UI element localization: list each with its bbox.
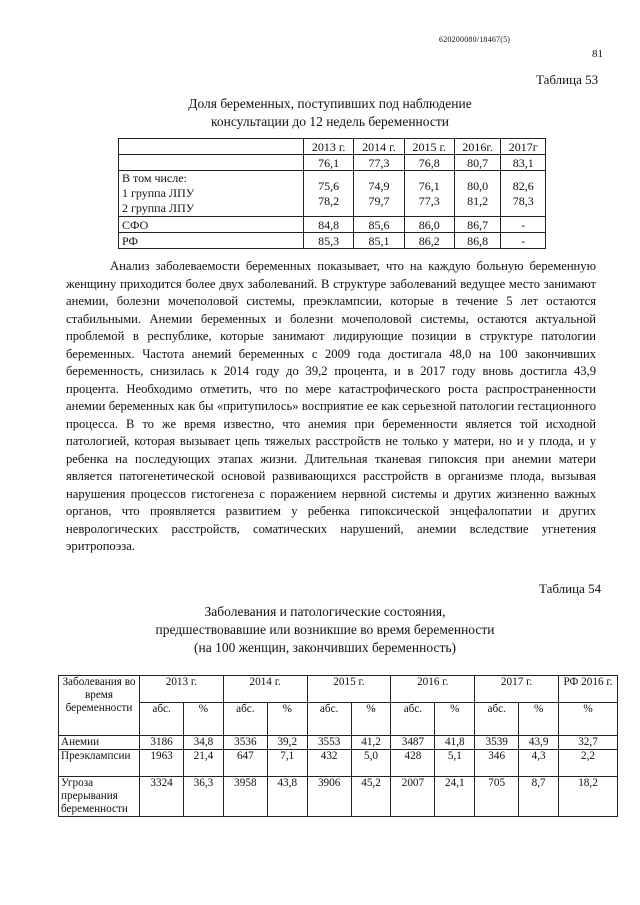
year-header: 2014 г.	[354, 139, 404, 155]
table-53-caption: Таблица 53	[536, 72, 599, 87]
paragraph-text: Анализ заболеваемости беременных показывает, что на каждую больную беременную женщину приходится более двух заболеваний. В структуре заболеваний ведущее место занимают анемии, болезни мочеполовой системы, преэклампсии, которые в течение 5 лет остаются стабильными. Анемии беременных и болезни мочеполовой системы, остаются актуальной проблемой в республике, которые занимают лидирующие позиции в структуре патологии беременных. Частота анемий беременных с 2009 года достигала 48,0 на 100 закончивших беременность, снизилась к 2014 году до 39,2 процента, и в 2017 году вновь достигла 43,9 процента. Необходимо отметить, что по мере катастрофического роста распространенности анемии беременных как бы «притупилось» восприятие ее как серьезной патологии гестационного процесса. В то же время известно, что анемия при беременности является той исходной патологией, которая вызывает цепь тяжелых расстройств не только у матери, но и у плода, и у ребенка на последующих этапах жизни. Длительная тканевая гипоксия при анемии матери является патогенетической основой развивающихся расстройств в организме плода, вызывая нарушения процессов гистогенеза с поражением нервной системы и других жизненно важных органов, что проявляется развитием у ребенка гипоксической энцефалопатии и других неврологических расстройств, соматических нарушений, анемии вследствие угнетения эритропоэза.	[66, 259, 596, 553]
table-cell: 84,8	[304, 217, 354, 233]
table-cell: 45,2	[351, 777, 391, 817]
table-cell	[119, 139, 304, 155]
table-row	[119, 171, 546, 217]
abs-header: абс.	[475, 703, 519, 736]
corner-header: Заболевания во время беременности	[59, 676, 140, 736]
table-row	[59, 676, 618, 703]
table-cell: 3186	[140, 736, 184, 750]
table-cell	[501, 171, 546, 217]
table-cell: 36,3	[184, 777, 224, 817]
table-cell: 705	[475, 777, 519, 817]
table-54-title-line: Заболевания и патологические состояния,	[204, 604, 446, 619]
cell-value: 75,6	[318, 178, 340, 193]
abs-header: абс.	[223, 703, 267, 736]
table-cell: 3906	[307, 777, 351, 817]
table-cell: 86,2	[404, 233, 454, 249]
table-54-title	[120, 603, 530, 657]
table-53-title-line: консультации до 12 недель беременности	[211, 114, 449, 129]
abs-header: абс.	[391, 703, 435, 736]
table-cell: 5,1	[435, 750, 475, 777]
table-cell: -	[501, 217, 546, 233]
row-label-line: 1 группа ЛПУ	[122, 186, 195, 200]
row-label-line: В том числе:	[122, 171, 187, 185]
table-cell: 432	[307, 750, 351, 777]
table-54-title-line: предшествовавшие или возникшие во время беременности	[155, 622, 495, 637]
table-cell: 3536	[223, 736, 267, 750]
cell-value: 78,3	[512, 193, 534, 208]
cell-value: 77,3	[418, 193, 440, 208]
table-row	[119, 155, 546, 171]
table-cell: 21,4	[184, 750, 224, 777]
table-cell: 3539	[475, 736, 519, 750]
table-cell: 24,1	[435, 777, 475, 817]
table-53-title	[140, 95, 520, 131]
table-cell: 647	[223, 750, 267, 777]
table-54-title-line: (на 100 женщин, закончивших беременность)	[193, 640, 457, 655]
year-header: 2015 г.	[307, 676, 391, 703]
table-cell: 86,7	[454, 217, 501, 233]
table-cell: 41,2	[351, 736, 391, 750]
table-cell	[354, 171, 404, 217]
year-header: 2014 г.	[223, 676, 307, 703]
pct-header: %	[435, 703, 475, 736]
table-cell: 85,3	[304, 233, 354, 249]
table-cell: 34,8	[184, 736, 224, 750]
table-54	[58, 675, 618, 817]
row-label-line: 2 группа ЛПУ	[122, 201, 195, 215]
table-cell: 8,7	[519, 777, 559, 817]
table-row	[119, 233, 546, 249]
abs-header: абс.	[307, 703, 351, 736]
table-cell: 2,2	[559, 750, 618, 777]
cell-value: 81,2	[467, 193, 489, 208]
rf-header: РФ 2016 г.	[559, 676, 618, 703]
cell-value: 74,9	[368, 178, 390, 193]
pct-header: %	[559, 703, 618, 736]
row-label: РФ	[119, 233, 304, 249]
row-label: Угроза прерывания беременности	[59, 777, 140, 817]
table-cell: 346	[475, 750, 519, 777]
cell-value: 82,6	[512, 178, 534, 193]
year-header: 2017 г.	[475, 676, 559, 703]
table-cell: 1963	[140, 750, 184, 777]
row-label	[119, 171, 304, 217]
table-cell: 83,1	[501, 155, 546, 171]
cell-value: 78,2	[318, 193, 340, 208]
year-header: 2013 г.	[140, 676, 224, 703]
year-header: 2016 г.	[391, 676, 475, 703]
page-number: 81	[592, 48, 603, 60]
cell-value: 79,7	[368, 193, 390, 208]
table-cell: 18,2	[559, 777, 618, 817]
table-cell: -	[501, 233, 546, 249]
table-cell: 77,3	[354, 155, 404, 171]
table-53	[118, 138, 546, 249]
table-cell: 85,1	[354, 233, 404, 249]
table-cell: 5,0	[351, 750, 391, 777]
table-cell: 3553	[307, 736, 351, 750]
table-cell: 85,6	[354, 217, 404, 233]
pct-header: %	[351, 703, 391, 736]
table-53-title-line: Доля беременных, поступивших под наблюдение	[188, 96, 472, 111]
pct-header: %	[184, 703, 224, 736]
table-row	[59, 703, 618, 736]
table-cell: 43,8	[267, 777, 307, 817]
body-paragraph	[66, 258, 596, 556]
table-cell: 80,7	[454, 155, 501, 171]
table-cell: 7,1	[267, 750, 307, 777]
table-cell: 3958	[223, 777, 267, 817]
table-cell	[119, 155, 304, 171]
cell-value: 76,1	[418, 178, 440, 193]
row-label: Анемии	[59, 736, 140, 750]
table-cell: 86,0	[404, 217, 454, 233]
table-cell	[304, 171, 354, 217]
table-row	[59, 736, 618, 750]
year-header: 2017г	[501, 139, 546, 155]
table-row	[59, 777, 618, 817]
table-cell: 86,8	[454, 233, 501, 249]
year-header: 2016г.	[454, 139, 501, 155]
table-cell: 76,1	[304, 155, 354, 171]
pct-header: %	[267, 703, 307, 736]
year-header: 2015 г.	[404, 139, 454, 155]
table-cell: 3487	[391, 736, 435, 750]
table-cell: 3324	[140, 777, 184, 817]
table-row	[59, 750, 618, 777]
table-54-caption: Таблица 54	[539, 581, 602, 596]
table-cell: 4,3	[519, 750, 559, 777]
table-cell	[454, 171, 501, 217]
table-cell: 2007	[391, 777, 435, 817]
cell-value: 80,0	[467, 178, 489, 193]
table-row	[119, 217, 546, 233]
table-cell: 39,2	[267, 736, 307, 750]
table-cell: 76,8	[404, 155, 454, 171]
table-cell: 41,8	[435, 736, 475, 750]
table-row	[119, 139, 546, 155]
abs-header: абс.	[140, 703, 184, 736]
document-id: 620200080/18467(5)	[439, 35, 511, 44]
table-cell	[404, 171, 454, 217]
table-cell: 43,9	[519, 736, 559, 750]
table-cell: 428	[391, 750, 435, 777]
pct-header: %	[519, 703, 559, 736]
table-cell: 32,7	[559, 736, 618, 750]
row-label: Преэклампсии	[59, 750, 140, 777]
year-header: 2013 г.	[304, 139, 354, 155]
row-label: СФО	[119, 217, 304, 233]
